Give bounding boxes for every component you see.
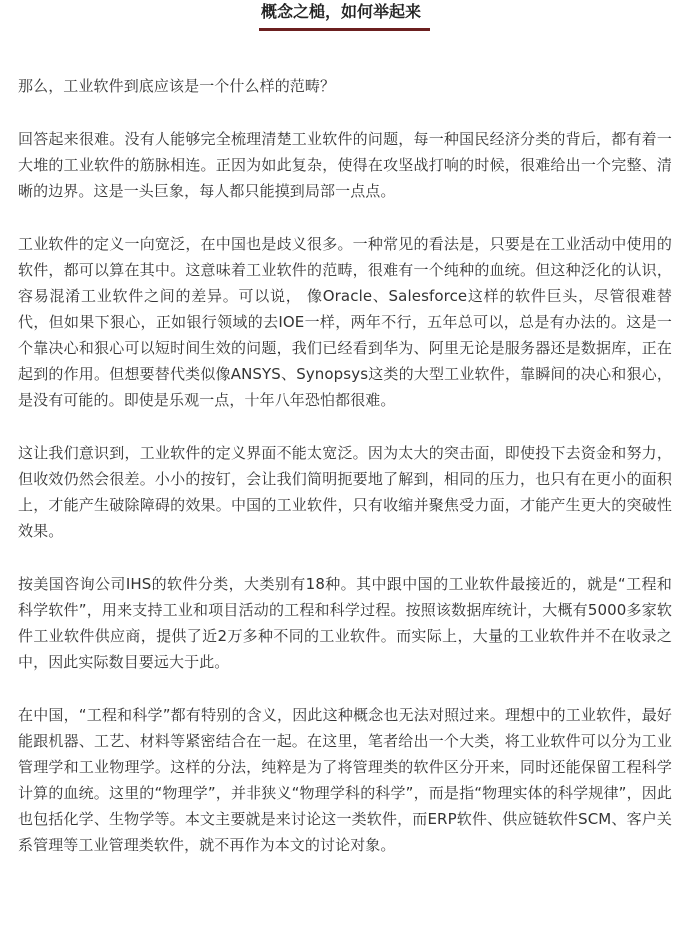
paragraph-3: 工业软件的定义一向宽泛，在中国也是歧义很多。一种常见的看法是，只要是在工业活动中使用的软件，都可以算在其中。这意味着工业软件的范畴，很难有一个纯种的血统。但这种泛化的认识，容易混淆工业软件之间的差异。可以说， 像Oracle、Salesforce这样的软件巨头，尽管很难替代，但如果下狠心，正如银行领域的去IOE一样，两年不行，五年总可以，总是有办法的。这是一个靠决心和狠心可以短时间生效的问题，我们已经看到华为、阿里无论是服务器还是数据库，正在起到的作用。但想要替代类似像ANSYS、Synopsys这类的大型工业软件，靠瞬间的决心和狠心，是没有可能的。即使是乐观一点，十年八年恐怕都很难。 xyxy=(18,235,672,409)
paragraph-4: 这让我们意识到，工业软件的定义界面不能太宽泛。因为太大的突击面，即使投下去资金和努力，但收效仍然会很差。小小的按钉，会让我们简明扼要地了解到，相同的压力，也只有在更小的面积上，才能产生破除障碍的效果。中国的工业软件，只有收缩并聚焦受力面，才能产生更大的突破性效果。 xyxy=(18,444,672,540)
article-body xyxy=(18,73,672,885)
section-title: 概念之槌，如何举起来 xyxy=(260,2,421,21)
paragraph-2: 回答起来很难。没有人能够完全梳理清楚工业软件的问题，每一种国民经济分类的背后，都有着一大堆的工业软件的筋脉相连。正因为如此复杂，使得在攻坚战打响的时候，很难给出一个完整、清晰的边界。这是一头巨象，每人都只能摸到局部一点点。 xyxy=(18,130,672,200)
paragraph-5: 按美国咨询公司IHS的软件分类，大类别有18种。其中跟中国的工业软件最接近的，就是“工程和科学软件”，用来支持工业和项目活动的工程和科学过程。按照该数据库统计，大概有5000多家软件工业软件供应商，提供了近2万多种不同的工业软件。而实际上，大量的工业软件并不在收录之中，因此实际数目要远大于此。 xyxy=(18,575,672,671)
paragraph-1: 那么，工业软件到底应该是一个什么样的范畴？ xyxy=(18,77,336,95)
title-underline-divider xyxy=(259,28,430,31)
section-heading xyxy=(0,0,682,34)
paragraph-6: 在中国，“工程和科学”都有特别的含义，因此这种概念也无法对照过来。理想中的工业软件，最好能跟机器、工艺、材料等紧密结合在一起。在这里，笔者给出一个大类，将工业软件可以分为工业管理学和工业物理学。这样的分法，纯粹是为了将管理类的软件区分开来，同时还能保留工程科学计算的血统。这里的“物理学”，并非狭义“物理学科的科学”，而是指“物理实体的科学规律”，因此也包括化学、生物学等。本文主要就是来讨论这一类软件，而ERP软件、供应链软件SCM、客户关系管理等工业管理类软件，就不再作为本文的讨论对象。 xyxy=(18,706,672,854)
